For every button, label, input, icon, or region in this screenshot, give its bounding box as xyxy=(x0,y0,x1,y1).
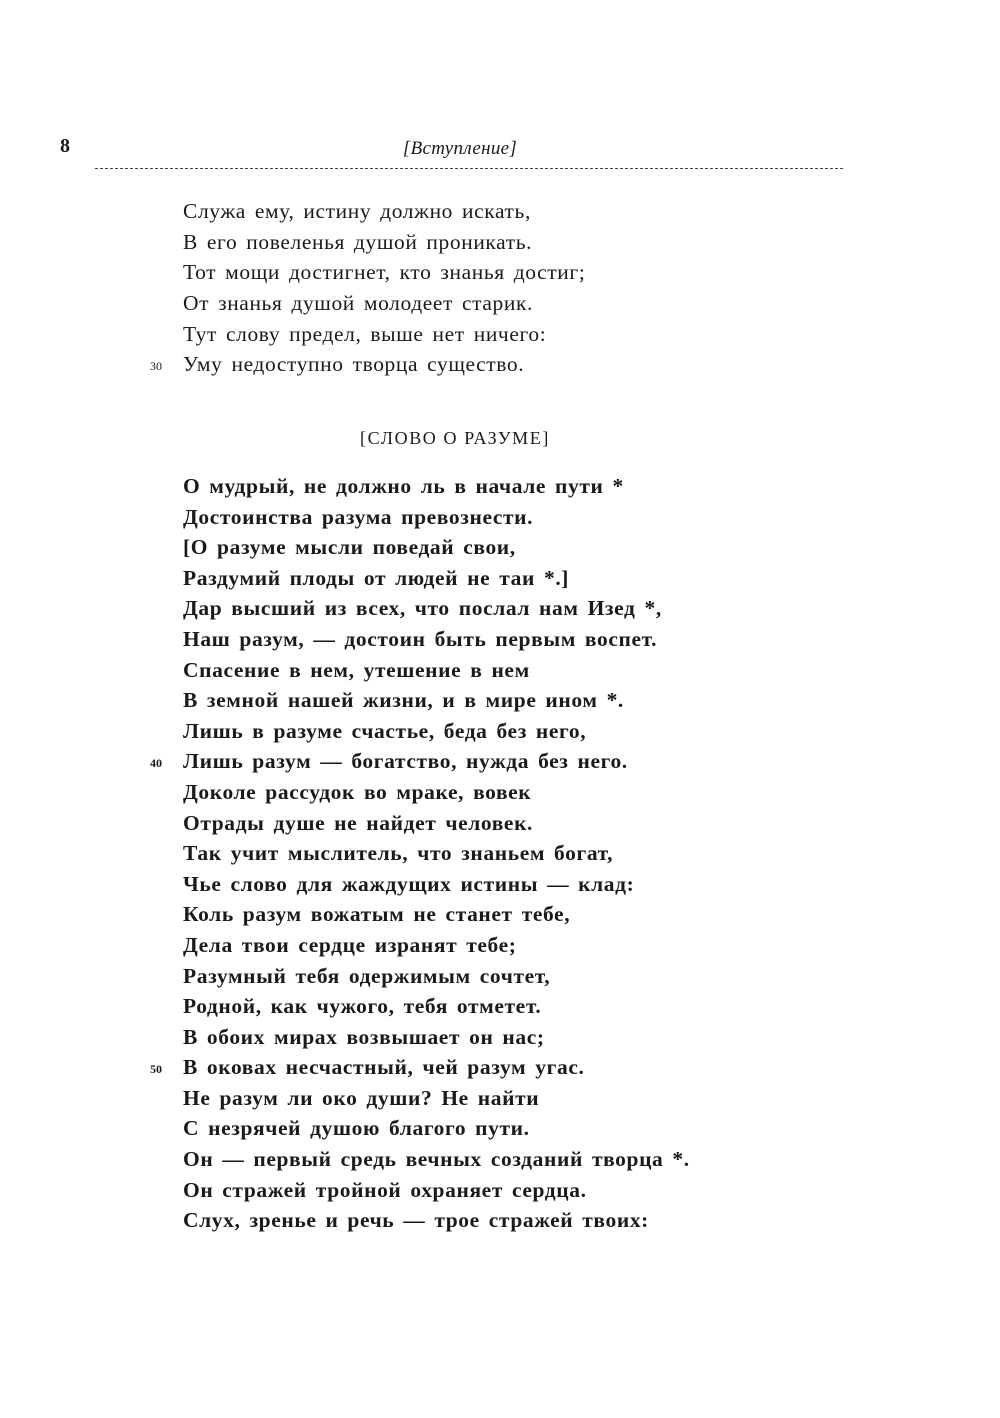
verse-text: Служа ему, истину должно искать, xyxy=(183,199,531,223)
verse-line xyxy=(183,655,690,686)
verse-text: Спасение в нем, утешение в нем xyxy=(183,657,530,682)
verse-text: Достоинства разума превознести. xyxy=(183,504,534,529)
verse-line xyxy=(183,961,690,992)
verse-line xyxy=(183,685,690,716)
verse-line xyxy=(183,1113,690,1144)
verse-line xyxy=(183,288,585,319)
verse-text: В земной нашей жизни, и в мире ином *. xyxy=(183,688,624,713)
verse-line xyxy=(183,1205,690,1236)
verse-text: Раздумий плоды от людей не таи *.] xyxy=(183,565,570,590)
verse-text: Тут слову предел, выше нет ничего: xyxy=(183,321,547,346)
verse-line xyxy=(150,746,690,777)
verse-text: Чье слово для жаждущих истины — клад: xyxy=(183,871,635,896)
verse-text: Разумный тебя одержимым сочтет, xyxy=(183,963,551,988)
verse-text: Уму недоступно творца существо. xyxy=(183,352,525,377)
verse-line xyxy=(183,624,690,655)
verse-text: От знанья душой молодеет старик. xyxy=(183,291,534,316)
verse-text: Дар высший из всех, что послал нам Изед *, xyxy=(183,596,662,621)
verse-line xyxy=(183,1175,690,1206)
page-number: 8 xyxy=(60,135,70,157)
verse-text: Лишь разум — богатство, нужда без него. xyxy=(183,749,628,774)
verse-text: Не разум ли око души? Не найти xyxy=(183,1085,540,1110)
verse-line xyxy=(183,257,585,288)
verse-text: Лишь в разуме счастье, беда без него, xyxy=(183,718,587,743)
verse-text: Тот мощи достигнет, кто знанья достиг; xyxy=(183,260,586,285)
line-number: 50 xyxy=(150,1062,162,1077)
verse-line xyxy=(183,991,690,1022)
verse-line xyxy=(183,319,585,350)
verse-line xyxy=(183,471,690,502)
verse-line xyxy=(183,1083,690,1114)
verse-line xyxy=(150,1052,690,1083)
line-number: 40 xyxy=(150,756,162,771)
verse-text: Коль разум вожатым не станет тебе, xyxy=(183,902,571,927)
verse-line xyxy=(183,1144,690,1175)
verse-text: С незрячей душою благого пути. xyxy=(183,1116,530,1141)
verse-line xyxy=(183,227,585,258)
verse-line xyxy=(183,869,690,900)
verse-line xyxy=(183,808,690,839)
verse-text: Родной, как чужого, тебя отметет. xyxy=(183,994,542,1019)
verse-block-intro xyxy=(150,196,586,380)
verse-line xyxy=(183,899,690,930)
verse-line xyxy=(150,349,585,380)
verse-text: [О разуме мысли поведай свои, xyxy=(183,535,516,560)
verse-text: Наш разум, — достоин быть первым воспет. xyxy=(183,626,658,651)
verse-line xyxy=(183,563,690,594)
verse-line xyxy=(183,196,585,227)
verse-text: Так учит мыслитель, что знаньем богат, xyxy=(183,841,614,866)
running-head: [Вступление] xyxy=(402,138,518,159)
verse-line xyxy=(183,777,690,808)
verse-text: Отрады душе не найдет человек. xyxy=(183,810,534,835)
verse-line xyxy=(183,502,690,533)
verse-text: Дела твои сердце изранят тебе; xyxy=(183,932,517,957)
verse-line xyxy=(183,593,690,624)
verse-line xyxy=(183,930,690,961)
section-title: [СЛОВО О РАЗУМЕ] xyxy=(360,428,550,448)
line-number: 30 xyxy=(150,359,162,374)
verse-text: В обоих мирах возвышает он нас; xyxy=(183,1024,545,1049)
verse-text: Он — первый средь вечных созданий творца *. xyxy=(183,1147,690,1172)
verse-line xyxy=(183,532,690,563)
header-rule xyxy=(95,168,843,169)
verse-line xyxy=(183,838,690,869)
verse-block-reason xyxy=(150,471,690,1236)
verse-text: Он стражей тройной охраняет сердца. xyxy=(183,1177,587,1202)
verse-line xyxy=(183,1022,690,1053)
verse-text: О мудрый, не должно ль в начале пути * xyxy=(183,474,624,498)
verse-text: В оковах несчастный, чей разум угас. xyxy=(183,1055,585,1080)
verse-text: Слух, зренье и речь — трое стражей твоих: xyxy=(183,1208,649,1233)
verse-line xyxy=(183,716,690,747)
verse-text: Доколе рассудок во мраке, вовек xyxy=(183,779,532,804)
verse-text: В его повеленья душой проникать. xyxy=(183,229,533,254)
